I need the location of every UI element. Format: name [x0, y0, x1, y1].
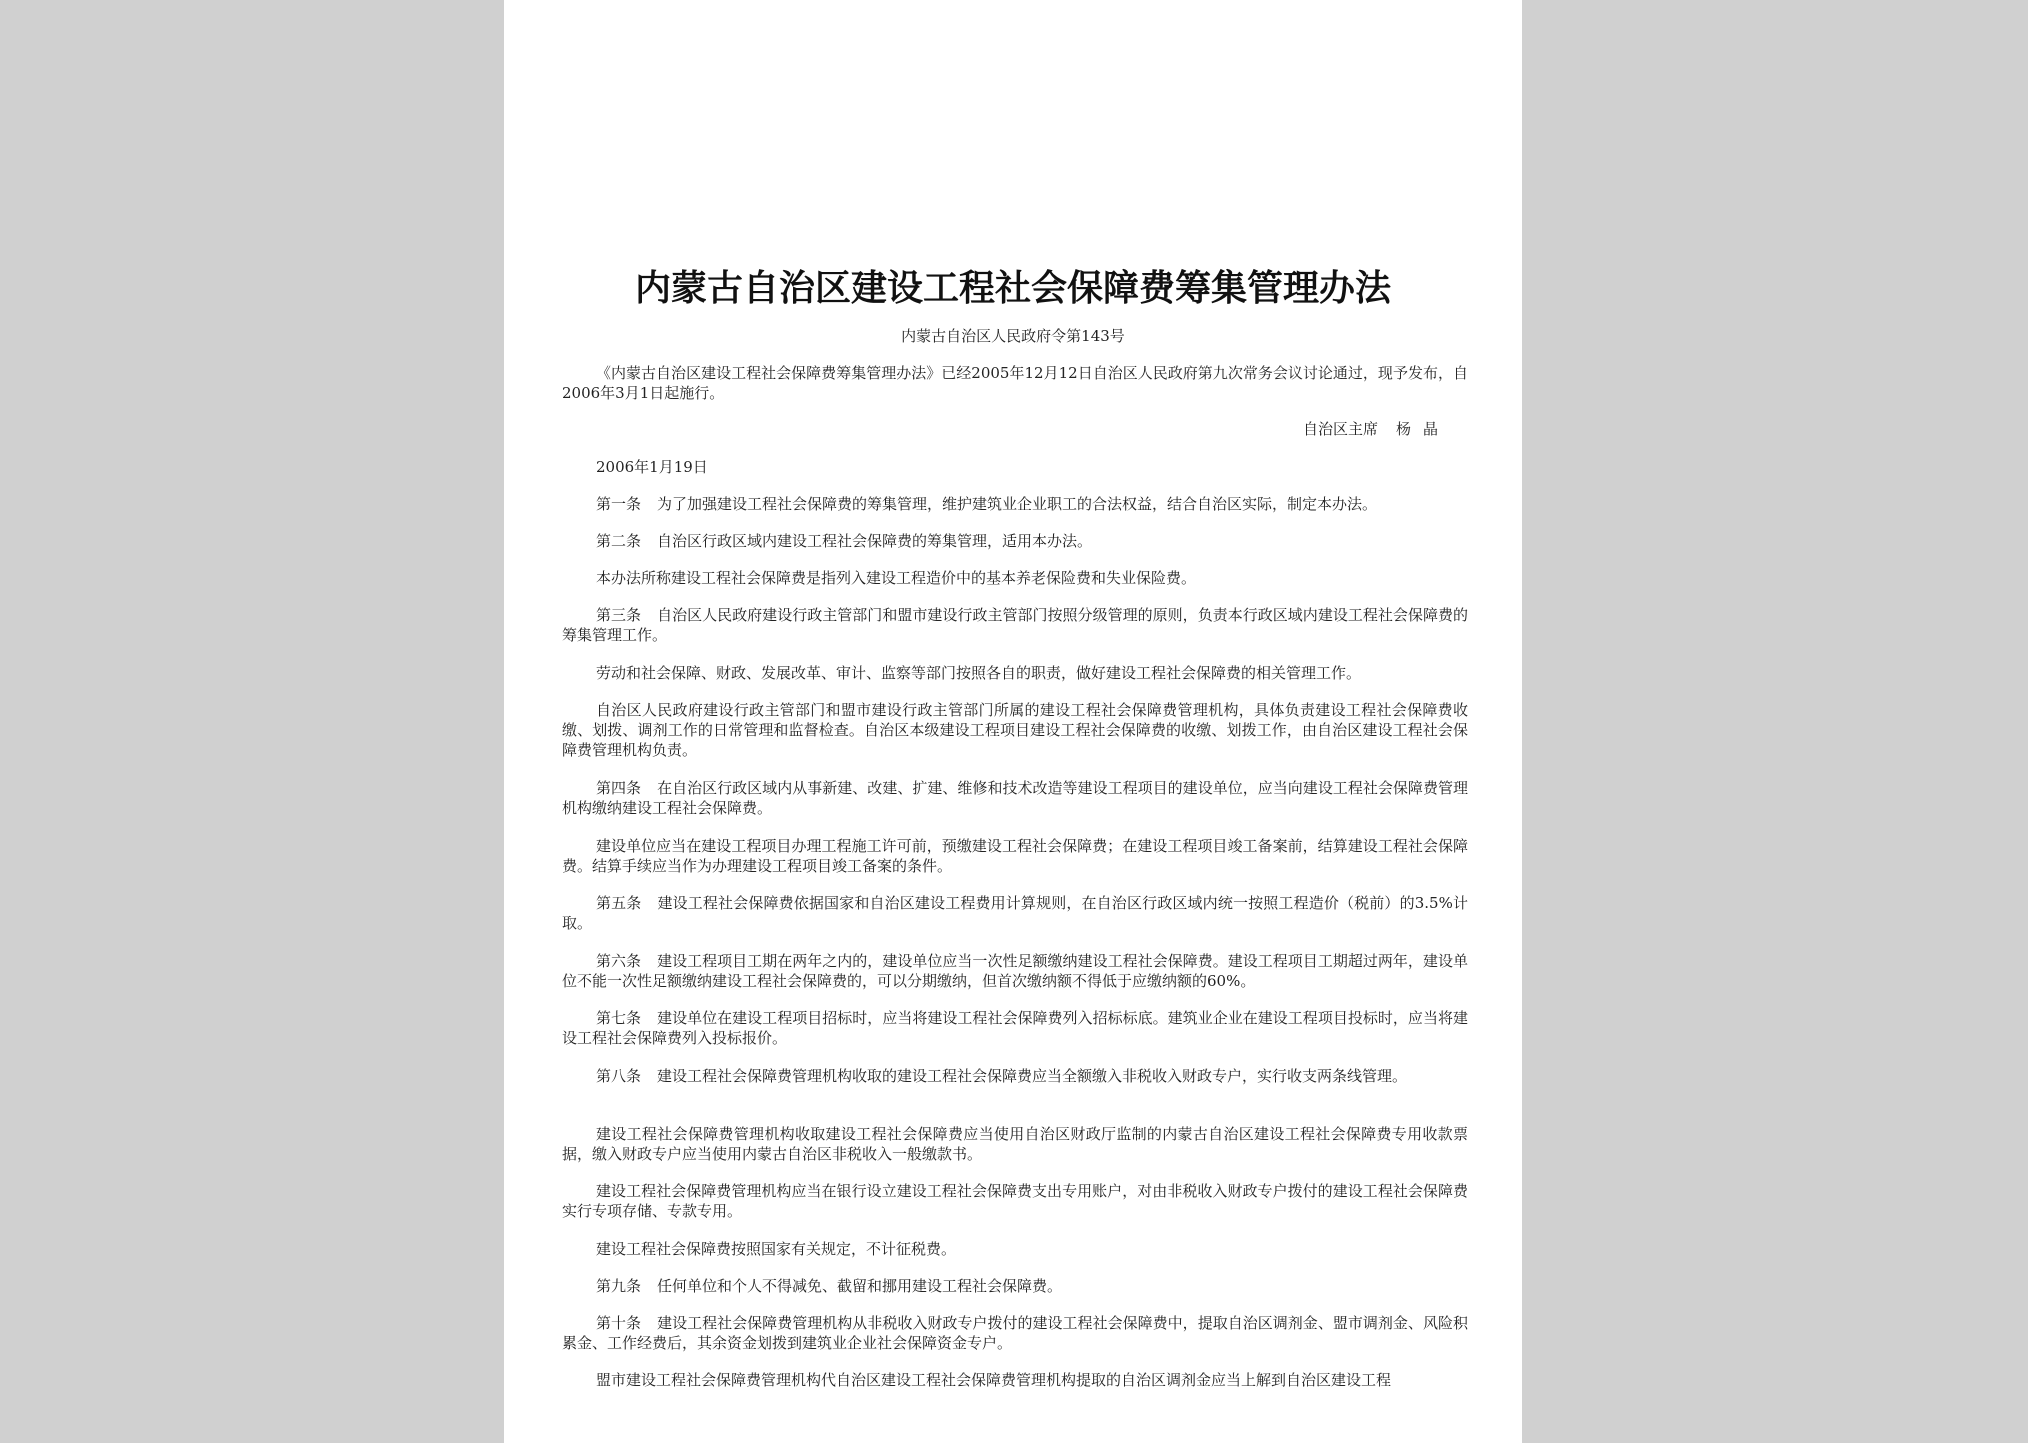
document-title: 内蒙古自治区建设工程社会保障费筹集管理办法 — [634, 267, 1391, 309]
article-number: 第十条 — [596, 1314, 642, 1332]
paragraph-text: 建设工程社会保障费管理机构收取建设工程社会保障费应当使用自治区财政厅监制的内蒙古自治区建设工程社会保障费专用收款票据，缴入财政专户应当使用内蒙古自治区非税收入一般缴款书。 — [562, 1125, 1468, 1163]
article-text: 为了加强建设工程社会保障费的筹集管理，维护建筑业企业职工的合法权益，结合自治区实际，制定本办法。 — [657, 495, 1378, 513]
article-number: 第一条 — [596, 495, 642, 513]
article-text: 建设工程社会保障费管理机构收取的建设工程社会保障费应当全额缴入非税收入财政专户，实行收支两条线管理。 — [657, 1067, 1408, 1085]
order-number: 内蒙古自治区人民政府令第143号 — [901, 327, 1125, 345]
article-text: 建设工程项目工期在两年之内的，建设单位应当一次性足额缴纳建设工程社会保障费。建设工程项目工期超过两年，建设单位不能一次性足额缴纳建设工程社会保障费的，可以分期缴纳，但首次缴纳额不得低于应缴纳额的60%。 — [562, 952, 1468, 990]
article-9 — [562, 1276, 1468, 1296]
paragraph — [562, 836, 1468, 876]
article-text: 建设工程社会保障费依据国家和自治区建设工程费用计算规则，在自治区行政区域内统一按照工程造价（税前）的3.5%计取。 — [562, 894, 1468, 932]
article-number: 第九条 — [596, 1277, 642, 1295]
article-number: 第四条 — [596, 779, 642, 797]
paragraph-text: 自治区人民政府建设行政主管部门和盟市建设行政主管部门所属的建设工程社会保障费管理机构，具体负责建设工程社会保障费收缴、划拨、调剂工作的日常管理和监督检查。自治区本级建设工程项目建设工程社会保障费的收缴、划拨工作，由自治区建设工程社会保障费管理机构负责。 — [562, 701, 1468, 759]
paragraph — [562, 568, 1468, 588]
paragraph-text: 劳动和社会保障、财政、发展改革、审计、监察等部门按照各自的职责，做好建设工程社会保障费的相关管理工作。 — [596, 664, 1362, 682]
article-2 — [562, 531, 1468, 551]
article-1 — [562, 494, 1468, 514]
paragraph — [562, 1124, 1468, 1164]
article-text: 建设单位在建设工程项目招标时，应当将建设工程社会保障费列入招标标底。建筑业企业在建设工程项目投标时，应当将建设工程社会保障费列入投标报价。 — [562, 1009, 1468, 1047]
document-page — [504, 0, 1522, 1443]
article-number: 第八条 — [596, 1067, 642, 1085]
article-3 — [562, 605, 1468, 645]
issue-date: 2006年1月19日 — [596, 458, 708, 476]
paragraph — [562, 1181, 1468, 1221]
paragraph-text: 建设工程社会保障费按照国家有关规定，不计征税费。 — [596, 1240, 957, 1258]
paragraph-text: 本办法所称建设工程社会保障费是指列入建设工程造价中的基本养老保险费和失业保险费。 — [596, 569, 1197, 587]
signature-name: 杨晶 — [1395, 420, 1450, 438]
preamble-paragraph: 《内蒙古自治区建设工程社会保障费筹集管理办法》已经2005年12月12日自治区人民政府第九次常务会议讨论通过，现予发布，自2006年3月1日起施行。 — [562, 364, 1468, 402]
article-text: 建设工程社会保障费管理机构从非税收入财政专户拨付的建设工程社会保障费中，提取自治区调剂金、盟市调剂金、风险积累金、工作经费后，其余资金划拨到建筑业企业社会保障资金专户。 — [562, 1314, 1468, 1352]
article-number: 第七条 — [596, 1009, 642, 1027]
article-number: 第六条 — [596, 952, 642, 970]
article-10 — [562, 1313, 1468, 1353]
paragraph-text: 盟市建设工程社会保障费管理机构代自治区建设工程社会保障费管理机构提取的自治区调剂金应当上解到自治区建设工程 — [596, 1371, 1392, 1389]
paragraph-text: 建设单位应当在建设工程项目办理工程施工许可前，预缴建设工程社会保障费；在建设工程项目竣工备案前，结算建设工程社会保障费。结算手续应当作为办理建设工程项目竣工备案的条件。 — [562, 837, 1468, 875]
signature — [1303, 418, 1450, 439]
article-7 — [562, 1008, 1468, 1048]
paragraph — [562, 1370, 1468, 1390]
article-6 — [562, 951, 1468, 991]
article-number: 第二条 — [596, 532, 642, 550]
article-number: 第五条 — [596, 894, 642, 912]
paragraph — [562, 700, 1468, 760]
article-number: 第三条 — [596, 606, 642, 624]
paragraph — [562, 1239, 1468, 1259]
signature-title: 自治区主席 — [1302, 420, 1378, 438]
article-5 — [562, 893, 1468, 933]
article-text: 任何单位和个人不得减免、截留和挪用建设工程社会保障费。 — [657, 1277, 1063, 1295]
article-text: 在自治区行政区域内从事新建、改建、扩建、维修和技术改造等建设工程项目的建设单位，应当向建设工程社会保障费管理机构缴纳建设工程社会保障费。 — [562, 779, 1468, 817]
article-8 — [562, 1066, 1468, 1086]
paragraph — [562, 663, 1468, 683]
paragraph-text: 建设工程社会保障费管理机构应当在银行设立建设工程社会保障费支出专用账户，对由非税收入财政专户拨付的建设工程社会保障费实行专项存储、专款专用。 — [562, 1182, 1468, 1220]
article-4 — [562, 778, 1468, 818]
article-text: 自治区人民政府建设行政主管部门和盟市建设行政主管部门按照分级管理的原则，负责本行政区域内建设工程社会保障费的筹集管理工作。 — [562, 606, 1468, 644]
article-text: 自治区行政区域内建设工程社会保障费的筹集管理，适用本办法。 — [657, 532, 1093, 550]
